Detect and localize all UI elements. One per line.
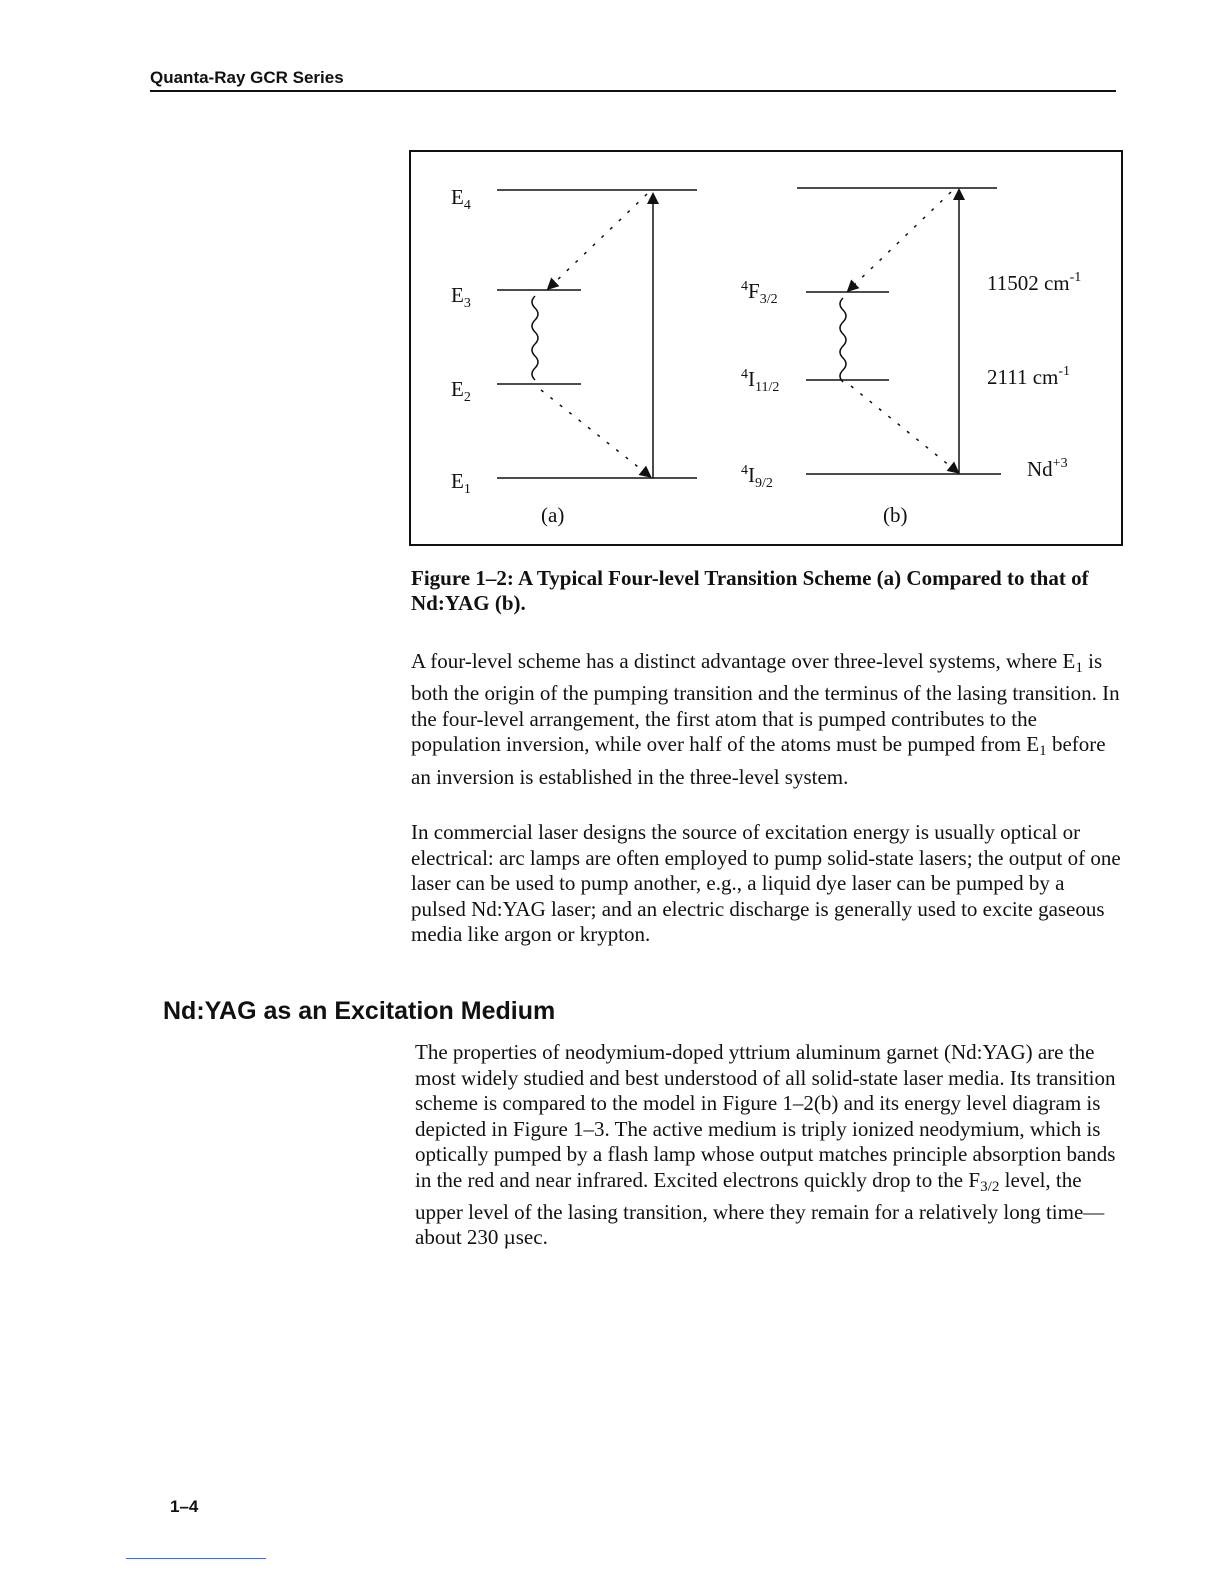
paragraph-four-level bbox=[411, 649, 1123, 790]
decay-arrow-a-upper bbox=[551, 194, 647, 286]
page-header bbox=[150, 68, 1116, 92]
p3-sub: 3/2 bbox=[980, 1178, 1000, 1195]
paragraph-ndyag bbox=[415, 1040, 1125, 1251]
p1-sub-2: 1 bbox=[1039, 743, 1047, 760]
p1-text-c: before an inversion is established in the three-level system. bbox=[411, 732, 1106, 789]
figure-1-2-diagram bbox=[409, 150, 1123, 546]
bottom-rule bbox=[126, 1558, 266, 1559]
ion-label: $Nd^{+3}$ bbox=[1027, 456, 1068, 481]
header-title: Quanta-Ray GCR Series bbox=[150, 68, 344, 87]
label-i112: $^4I_{11/2}$ bbox=[741, 367, 780, 395]
energy-11502: 11502 $cm^{-1}$ bbox=[987, 270, 1082, 295]
decay-arrow-b-lower bbox=[851, 386, 955, 470]
transition-scheme-svg bbox=[411, 152, 1125, 548]
label-e1: $E_1$ bbox=[451, 469, 471, 497]
lasing-wave-a bbox=[532, 296, 538, 380]
page-number: 1–4 bbox=[170, 1497, 199, 1516]
figure-caption: Figure 1–2: A Typical Four-level Transition Scheme (a) Compared to that of Nd:YAG (b). bbox=[411, 566, 1089, 615]
panel-b bbox=[741, 188, 1081, 527]
label-e4: $E_4$ bbox=[451, 185, 471, 213]
decay-arrow-a-lower bbox=[541, 390, 647, 474]
lasing-wave-b bbox=[840, 298, 846, 382]
energy-2111: 2111 $cm^{-1}$ bbox=[987, 364, 1071, 389]
paragraph-commercial: In commercial laser designs the source of excitation energy is usually optical or electrical: arc lamps are often employed to pump solid-state lasers; the output of one laser can be used to pump another, e.g., a liquid dye laser can be pumped by a pulsed Nd:YAG laser; and an electric discharge is generally used to excite gaseous media like argon or krypton. bbox=[411, 820, 1121, 946]
p1-sub-1: 1 bbox=[1075, 659, 1083, 676]
p3-text-b: level, the upper level of the lasing transition, where they remain for a relatively long time—about 230 µsec. bbox=[415, 1167, 1105, 1250]
label-e3: $E_3$ bbox=[451, 283, 471, 311]
p1-text-b: is both the origin of the pumping transition and the terminus of the lasing transition. In the four-level arrangement, the first atom that is pumped contributes to the population inversion, while over half of the atoms must be pumped from E bbox=[411, 649, 1120, 757]
label-i92: $^4I_{9/2}$ bbox=[741, 463, 773, 491]
label-f32: $^4F_{3/2}$ bbox=[741, 279, 778, 307]
panel-a bbox=[451, 185, 697, 527]
p1-text-a: A four-level scheme has a distinct advantage over three-level systems, where E bbox=[411, 649, 1076, 673]
panel-a-label: (a) bbox=[541, 503, 565, 527]
panel-b-label: (b) bbox=[883, 503, 908, 527]
p3-text-a: The properties of neodymium-doped yttrium aluminum garnet (Nd:YAG) are the most widely studied and best understood of all solid-state laser media. Its transition scheme is compared to the model in Figure 1–2(b) and its energy level diagram is depicted in Figure 1–3. The active medium is triply ionized neodymium, which is optically pumped by a flash lamp whose output matches principle absorption bands in the red and near infrared. Excited electrons quickly drop to the F bbox=[415, 1040, 1116, 1192]
section-heading: Nd:YAG as an Excitation Medium bbox=[163, 997, 556, 1025]
decay-arrow-b-upper bbox=[851, 192, 951, 288]
label-e2: $E_2$ bbox=[451, 377, 471, 405]
